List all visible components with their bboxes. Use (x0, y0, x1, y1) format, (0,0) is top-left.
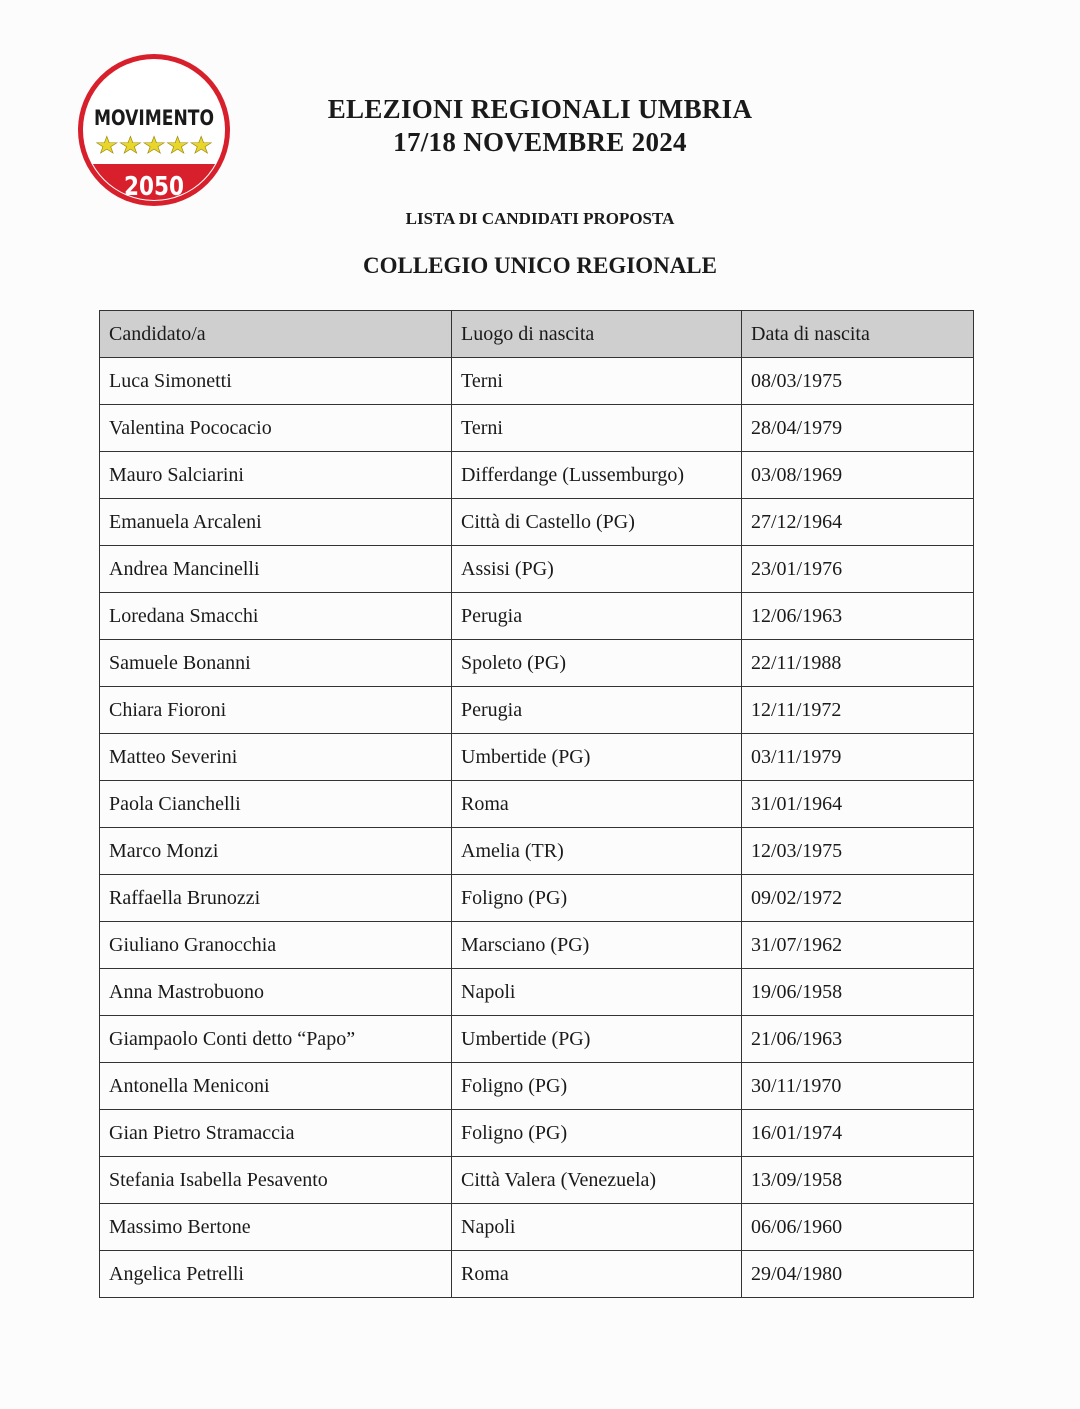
candidate-name-cell: Valentina Pococacio (100, 405, 452, 452)
candidate-name-cell: Luca Simonetti (100, 358, 452, 405)
birthdate-cell: 22/11/1988 (742, 640, 974, 687)
birthdate-cell: 09/02/1972 (742, 875, 974, 922)
column-header-birthdate: Data di nascita (742, 311, 974, 358)
document-date: 17/18 NOVEMBRE 2024 (393, 127, 687, 157)
section-heading: COLLEGIO UNICO REGIONALE (362, 253, 717, 278)
birthdate-cell: 29/04/1980 (742, 1251, 974, 1298)
birthplace-cell: Amelia (TR) (452, 828, 742, 875)
table-row (100, 546, 974, 593)
birthdate-cell: 03/11/1979 (742, 734, 974, 781)
birthplace-cell: Umbertide (PG) (452, 734, 742, 781)
birthdate-cell: 12/06/1963 (742, 593, 974, 640)
birthdate-cell: 06/06/1960 (742, 1204, 974, 1251)
movimento-2050-logo (76, 52, 232, 208)
birthplace-cell: Perugia (452, 593, 742, 640)
birthplace-cell: Spoleto (PG) (452, 640, 742, 687)
table-row (100, 405, 974, 452)
birthplace-cell: Terni (452, 358, 742, 405)
table-row (100, 781, 974, 828)
table-row (100, 828, 974, 875)
table-row (100, 1204, 974, 1251)
candidate-name-cell: Giuliano Granocchia (100, 922, 452, 969)
birthdate-cell: 31/07/1962 (742, 922, 974, 969)
birthdate-cell: 27/12/1964 (742, 499, 974, 546)
logo-text-movimento: MOVIMENTO (94, 106, 214, 130)
candidate-name-cell: Marco Monzi (100, 828, 452, 875)
candidate-name-cell: Mauro Salciarini (100, 452, 452, 499)
birthplace-cell: Foligno (PG) (452, 875, 742, 922)
birthplace-cell: Marsciano (PG) (452, 922, 742, 969)
birthplace-cell: Assisi (PG) (452, 546, 742, 593)
logo-stars: ★★★★★ (95, 133, 213, 159)
table-row (100, 640, 974, 687)
birthdate-cell: 08/03/1975 (742, 358, 974, 405)
candidate-name-cell: Samuele Bonanni (100, 640, 452, 687)
candidate-name-cell: Andrea Mancinelli (100, 546, 452, 593)
birthdate-cell: 28/04/1979 (742, 405, 974, 452)
candidate-name-cell: Emanuela Arcaleni (100, 499, 452, 546)
birthdate-cell: 03/08/1969 (742, 452, 974, 499)
birthplace-cell: Napoli (452, 969, 742, 1016)
table-row (100, 687, 974, 734)
birthplace-cell: Foligno (PG) (452, 1063, 742, 1110)
candidate-name-cell: Chiara Fioroni (100, 687, 452, 734)
birthdate-cell: 12/11/1972 (742, 687, 974, 734)
birthplace-cell: Perugia (452, 687, 742, 734)
table-row (100, 1110, 974, 1157)
table-row (100, 734, 974, 781)
table-row (100, 922, 974, 969)
birthplace-cell: Terni (452, 405, 742, 452)
logo-text-2050: 2050 (124, 172, 184, 202)
candidate-name-cell: Raffaella Brunozzi (100, 875, 452, 922)
column-header-birthplace: Luogo di nascita (452, 311, 742, 358)
document-title: ELEZIONI REGIONALI UMBRIA (327, 94, 753, 124)
table-row (100, 969, 974, 1016)
birthplace-cell: Città di Castello (PG) (452, 499, 742, 546)
birthdate-cell: 12/03/1975 (742, 828, 974, 875)
birthdate-cell: 19/06/1958 (742, 969, 974, 1016)
birthplace-cell: Napoli (452, 1204, 742, 1251)
birthplace-cell: Città Valera (Venezuela) (452, 1157, 742, 1204)
table-header-row (100, 311, 974, 358)
table-row (100, 1063, 974, 1110)
birthplace-cell: Roma (452, 781, 742, 828)
birthplace-cell: Foligno (PG) (452, 1110, 742, 1157)
birthdate-cell: 31/01/1964 (742, 781, 974, 828)
table-body (100, 358, 974, 1298)
table-row (100, 1251, 974, 1298)
birthplace-cell: Umbertide (PG) (452, 1016, 742, 1063)
birthdate-cell: 13/09/1958 (742, 1157, 974, 1204)
candidate-name-cell: Gian Pietro Stramaccia (100, 1110, 452, 1157)
birthdate-cell: 23/01/1976 (742, 546, 974, 593)
birthdate-cell: 21/06/1963 (742, 1016, 974, 1063)
candidate-name-cell: Massimo Bertone (100, 1204, 452, 1251)
candidate-name-cell: Stefania Isabella Pesavento (100, 1157, 452, 1204)
column-header-candidate: Candidato/a (100, 311, 452, 358)
candidate-name-cell: Antonella Meniconi (100, 1063, 452, 1110)
birthdate-cell: 16/01/1974 (742, 1110, 974, 1157)
candidates-table (99, 310, 974, 1298)
document-subtitle: LISTA DI CANDIDATI PROPOSTA (405, 209, 675, 228)
table-row (100, 358, 974, 405)
table-row (100, 452, 974, 499)
candidate-name-cell: Paola Cianchelli (100, 781, 452, 828)
table-row (100, 593, 974, 640)
birthplace-cell: Roma (452, 1251, 742, 1298)
table-row (100, 1157, 974, 1204)
candidate-name-cell: Anna Mastrobuono (100, 969, 452, 1016)
candidate-name-cell: Angelica Petrelli (100, 1251, 452, 1298)
birthdate-cell: 30/11/1970 (742, 1063, 974, 1110)
candidate-name-cell: Matteo Severini (100, 734, 452, 781)
candidate-name-cell: Loredana Smacchi (100, 593, 452, 640)
birthplace-cell: Differdange (Lussemburgo) (452, 452, 742, 499)
table-row (100, 499, 974, 546)
candidate-name-cell: Giampaolo Conti detto “Papo” (100, 1016, 452, 1063)
table-row (100, 1016, 974, 1063)
table-row (100, 875, 974, 922)
